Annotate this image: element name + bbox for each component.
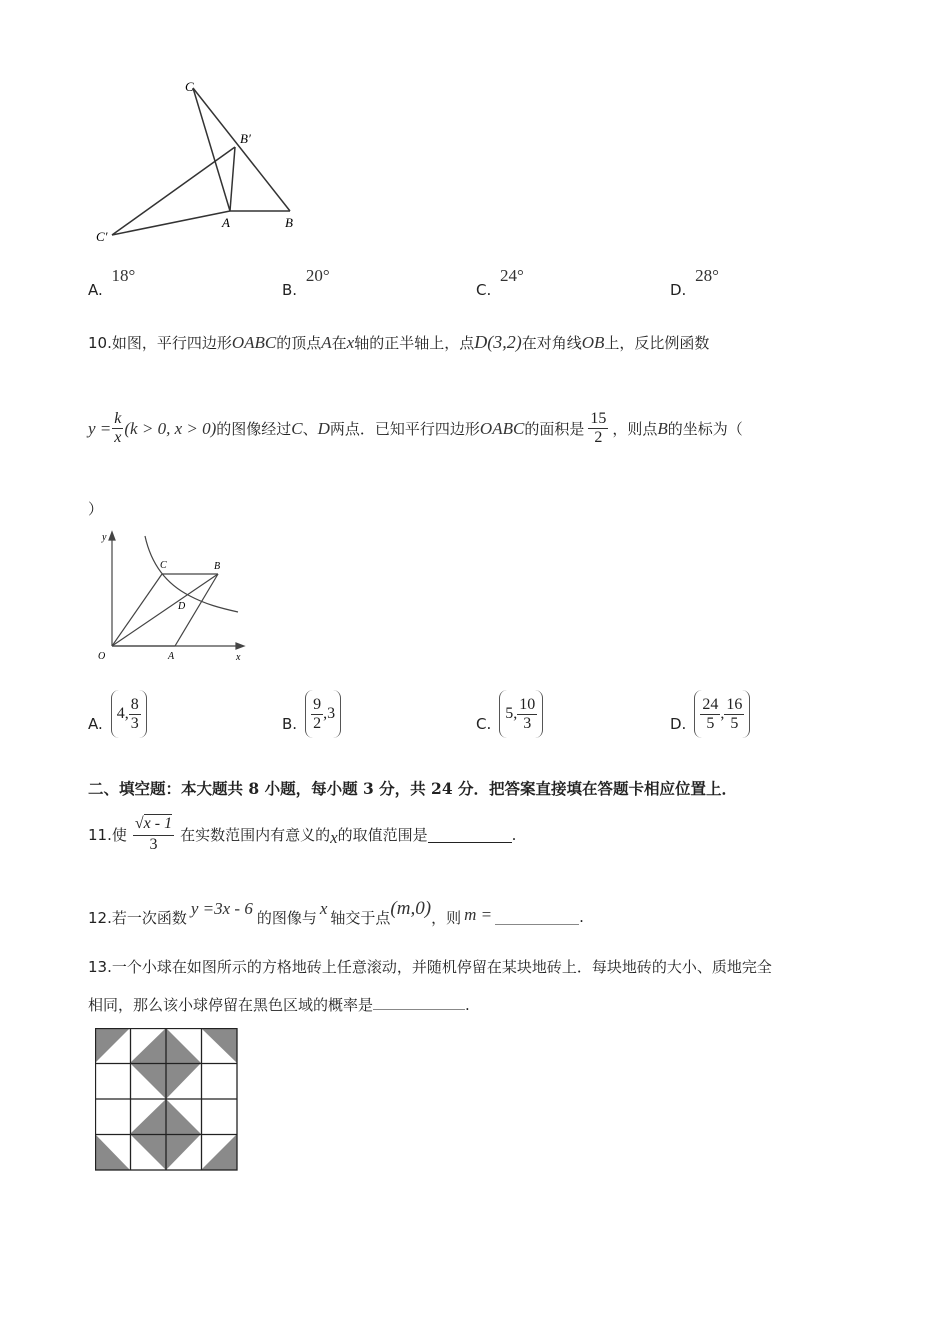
- q10-line2: [88, 410, 743, 447]
- q10-text: ，则点: [612, 420, 658, 438]
- q10-option-b-value: [305, 690, 341, 738]
- q10-point-b: B: [657, 418, 668, 438]
- q13-text: 相同，那么该小球停留在黑色区域的概率是: [88, 996, 374, 1014]
- frac-den: 5: [730, 714, 739, 732]
- q13-line2: [88, 994, 470, 1015]
- shaded-triangle: [166, 1063, 201, 1099]
- shaded-triangle: [130, 1028, 166, 1063]
- coord-frac: [517, 696, 537, 733]
- label-y: y: [102, 532, 107, 543]
- diagonal-ob: [112, 574, 218, 646]
- q12-text: ，则: [431, 908, 462, 927]
- q10-point-d2: D: [317, 418, 330, 438]
- coord-frac: [129, 696, 141, 733]
- q10-option-b-letter: B.: [282, 715, 298, 733]
- q10-option-c[interactable]: [476, 690, 543, 738]
- q9-option-b-value: 20°: [305, 266, 330, 285]
- q12-end: .: [579, 908, 584, 926]
- q10-option-a[interactable]: [88, 690, 147, 738]
- label-x: x: [236, 652, 241, 663]
- q12-text: 12.若一次函数: [88, 908, 187, 927]
- frac-num: 15: [590, 410, 607, 427]
- frac-den: 5: [706, 714, 715, 732]
- q10-text: 在对角线: [521, 334, 582, 352]
- answer-blank[interactable]: [495, 906, 579, 925]
- section-heading: 二、填空题：本大题共 8 小题，每小题 3 分，共 24 分．把答案直接填在答题卡相应位置上．: [88, 779, 738, 798]
- q10-text: 两点．已知平行四边形: [329, 420, 480, 438]
- q10-point-c: C: [291, 418, 303, 438]
- q10-oabc: OABC: [231, 333, 277, 352]
- q11-x: x: [330, 827, 338, 847]
- q9-option-c[interactable]: [476, 266, 524, 299]
- shaded-triangle: [130, 1099, 166, 1134]
- q10-text: 上，反比例函数: [604, 334, 710, 352]
- q10-option-a-letter: A.: [88, 715, 103, 733]
- q12-func: y =3x - 6: [190, 899, 253, 918]
- q11-end: .: [511, 825, 517, 844]
- coord-part: 4,: [116, 705, 129, 722]
- q10-text: 的面积是: [524, 420, 585, 438]
- coord-frac: [700, 696, 720, 733]
- q9-option-d-value: 28°: [695, 266, 719, 285]
- q10-text: 的坐标为（: [667, 420, 743, 438]
- q9-option-a-value: 18°: [111, 266, 136, 285]
- shaded-triangle: [201, 1134, 237, 1170]
- segment-ab-prime: [230, 147, 235, 211]
- shaded-triangle: [95, 1134, 130, 1170]
- segment-ca: [193, 88, 230, 211]
- frac-num: 9: [313, 695, 322, 713]
- label-o: O: [98, 651, 106, 662]
- frac-num: [133, 815, 174, 836]
- q10-close-paren: ）: [88, 500, 104, 518]
- q10-option-c-letter: C.: [476, 715, 492, 733]
- frac-den: 2: [594, 429, 603, 446]
- q10-option-a-value: [111, 690, 147, 738]
- q10-area-frac: [588, 410, 608, 447]
- q12-text: 的图像与: [256, 908, 317, 927]
- frac-den: 3: [149, 836, 158, 853]
- parallelogram-hyperbola-figure: [90, 528, 250, 666]
- triangle-rotation-figure: [90, 75, 310, 250]
- q10-text: 的图像经过: [216, 420, 292, 438]
- q9-option-c-letter: C.: [476, 281, 492, 299]
- q11-frac: [133, 815, 174, 854]
- coord-part: 5,: [505, 705, 518, 722]
- q12-m: m =: [464, 905, 493, 924]
- coord-part: ,3: [323, 705, 336, 722]
- label-a: A: [168, 651, 175, 662]
- q10-text: 、: [302, 420, 318, 438]
- q9-option-a-letter: A.: [88, 281, 103, 299]
- frac-den: x: [114, 429, 122, 446]
- frac-den: 3: [523, 714, 532, 732]
- q9-option-b-letter: B.: [282, 281, 298, 299]
- q10-option-d-value: [694, 690, 750, 738]
- frac-num: 10: [519, 695, 536, 713]
- shaded-triangle: [166, 1099, 201, 1134]
- frac-den: 2: [313, 714, 322, 732]
- q9-option-d[interactable]: [670, 266, 719, 299]
- label-c: C: [160, 560, 167, 571]
- x-axis-arrow: [236, 643, 244, 649]
- q10-point-d: D(3,2): [474, 332, 522, 352]
- label-b: B: [214, 561, 221, 572]
- label-b-prime: B′: [240, 131, 251, 146]
- label-d: D: [178, 601, 186, 612]
- q9-option-a[interactable]: [88, 266, 136, 299]
- q11-text: 在实数范围内有意义的: [180, 826, 331, 844]
- q11: [88, 815, 516, 854]
- q10-close: [88, 498, 103, 519]
- q11-text: 11.使: [88, 826, 127, 844]
- sqrt-radicand: x - 1: [143, 815, 173, 832]
- label-c: C: [185, 79, 194, 94]
- q10-func-y: y =: [88, 418, 112, 438]
- q10-option-c-value: [499, 690, 543, 738]
- q12: [88, 898, 584, 927]
- q10-oabc2: OABC: [479, 418, 525, 438]
- q10-text: 轴的正半轴上，点: [354, 334, 475, 352]
- tile-grid-figure: [95, 1028, 238, 1171]
- q10-point-a: A: [321, 333, 332, 352]
- q10-option-d-letter: D.: [670, 715, 687, 733]
- coord-frac: [724, 696, 744, 733]
- q9-option-c-value: 24°: [500, 266, 524, 285]
- q10-text: 10.如图，平行四边形: [88, 334, 232, 352]
- frac-num: 24: [702, 695, 719, 713]
- q10-option-b[interactable]: [282, 690, 341, 738]
- q10-ob: OB: [581, 333, 605, 352]
- q10-func-cond: (k > 0, x > 0): [124, 418, 217, 438]
- shaded-triangle: [166, 1028, 201, 1063]
- frac-den: 3: [130, 714, 139, 732]
- q10-text: 在: [331, 334, 347, 352]
- q13-end: .: [465, 996, 470, 1014]
- frac-num: k: [114, 410, 122, 427]
- label-b: B: [285, 215, 293, 230]
- q10-x: x: [346, 333, 355, 352]
- y-axis-arrow: [109, 532, 115, 540]
- shaded-triangle: [166, 1134, 201, 1170]
- q12-text: 轴交于点: [330, 908, 391, 927]
- shaded-triangle: [95, 1028, 130, 1063]
- label-c-prime: C′: [96, 229, 108, 244]
- shaded-triangle: [201, 1028, 237, 1063]
- coord-sep: ,: [720, 705, 725, 722]
- shaded-triangle: [130, 1134, 166, 1170]
- frac-num: 16: [726, 695, 743, 713]
- shaded-triangle: [130, 1063, 166, 1099]
- q10-func-frac: [112, 410, 123, 447]
- frac-num: 8: [130, 695, 139, 713]
- q13-line1: 13.一个小球在如图所示的方格地砖上任意滚动，并随机停留在某块地砖上．每块地砖的大小、质地完全: [88, 958, 772, 976]
- label-a: A: [222, 215, 230, 230]
- q9-option-b[interactable]: [282, 266, 330, 299]
- segment-co: [112, 574, 162, 646]
- q11-text: 的取值范围是: [337, 826, 428, 844]
- answer-blank[interactable]: [428, 826, 512, 843]
- q10-line1: [88, 332, 709, 353]
- answer-blank[interactable]: [373, 995, 465, 1010]
- sqrt-icon: √: [134, 815, 144, 832]
- segment-cb: [193, 88, 290, 211]
- q12-point: (m,0): [390, 898, 432, 919]
- q12-x: x: [319, 899, 328, 918]
- q10-text: 的顶点: [276, 334, 322, 352]
- q9-option-d-letter: D.: [670, 281, 687, 299]
- q10-option-d[interactable]: [670, 690, 750, 738]
- coord-frac: [311, 696, 323, 733]
